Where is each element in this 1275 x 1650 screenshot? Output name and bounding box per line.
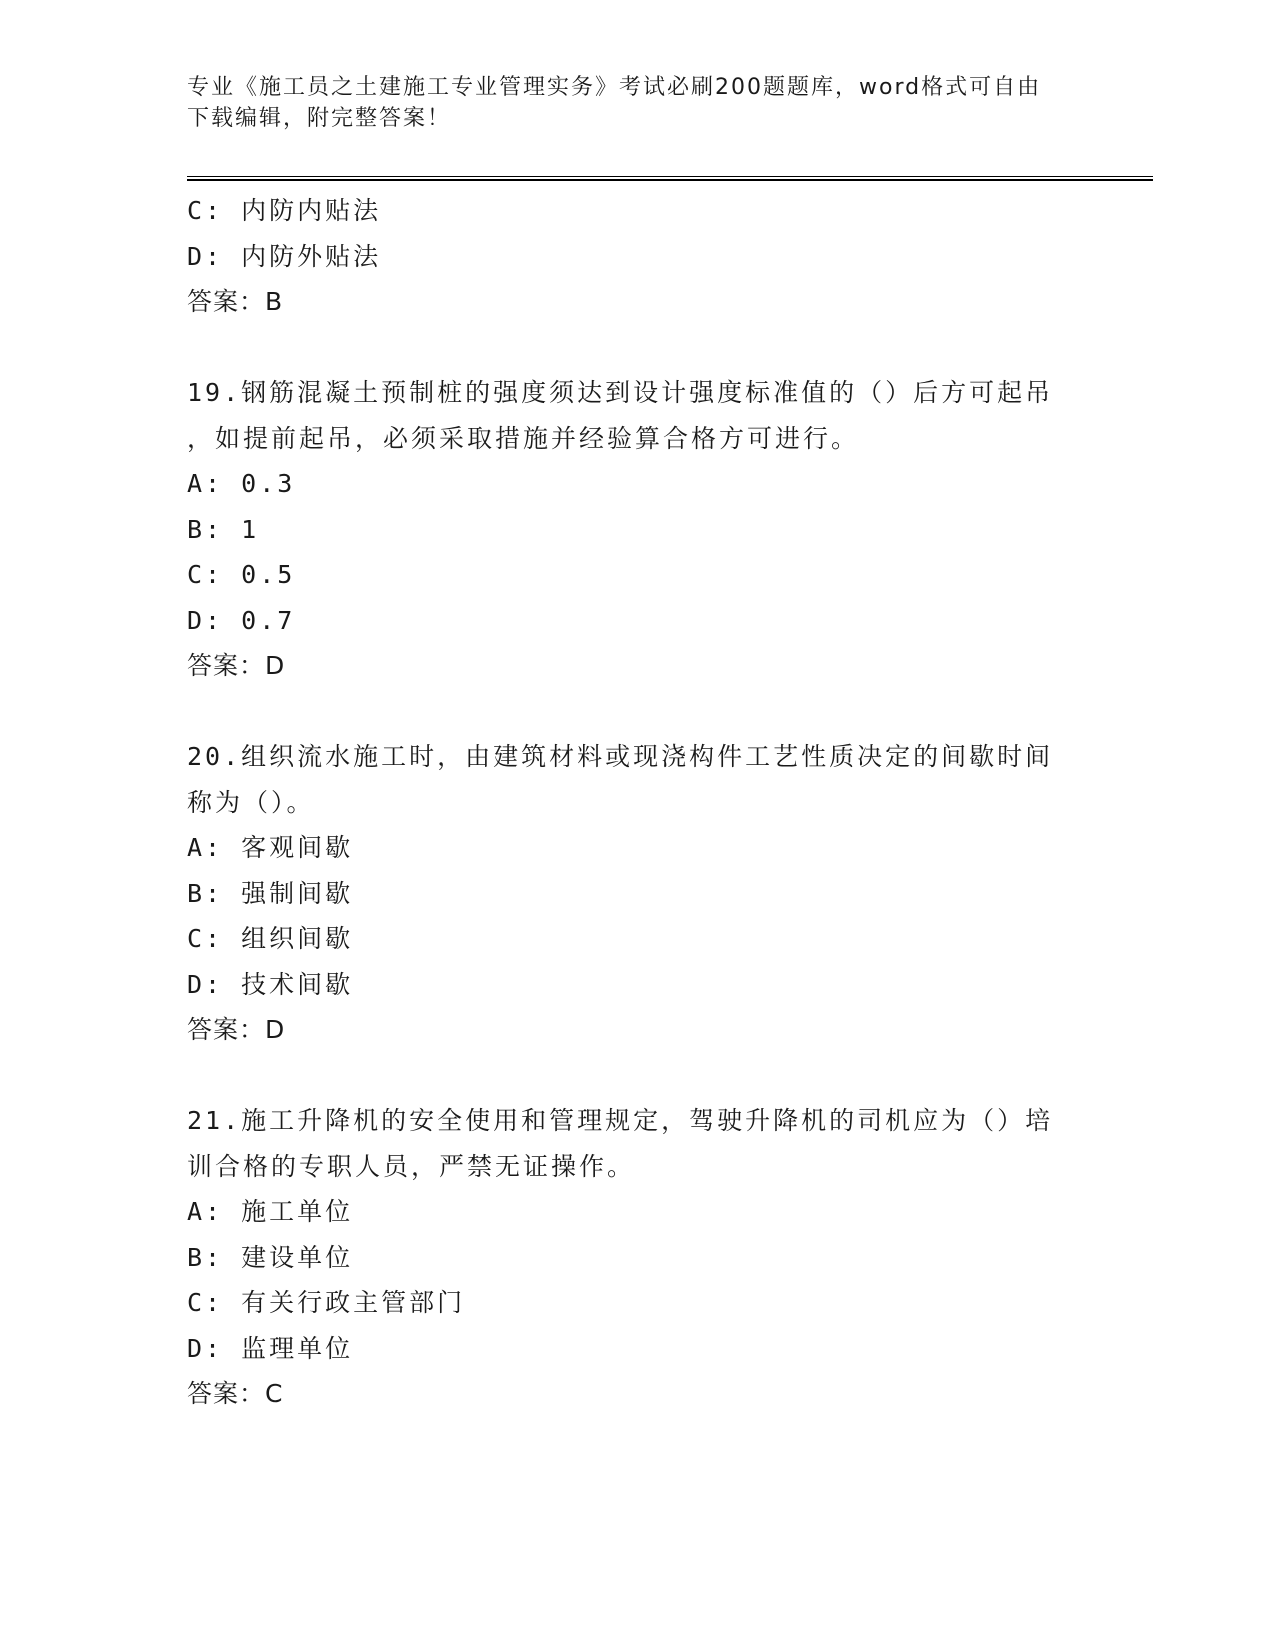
option-a	[187, 825, 1087, 871]
option-c	[187, 1280, 1087, 1326]
question-21	[187, 1098, 1087, 1417]
option-label: B:	[187, 514, 224, 544]
option-text: 0.3	[241, 469, 296, 498]
question-stem-line-2: ，如提前起吊，必须采取措施并经验算合格方可进行。	[187, 423, 860, 453]
option-text: 内防外贴法	[241, 241, 382, 271]
option-label: A:	[187, 469, 224, 498]
spacer	[187, 325, 1087, 371]
answer: 答案：D	[187, 1015, 286, 1044]
spacer	[187, 689, 1087, 735]
option-text: 0.7	[241, 605, 296, 635]
option-label: A:	[187, 1197, 224, 1226]
option-text: 组织间歇	[241, 924, 354, 953]
option-label: A:	[187, 833, 224, 862]
option-label: D:	[187, 1333, 224, 1363]
option-c	[187, 552, 1087, 598]
option-c	[187, 916, 1087, 962]
option-text: 强制间歇	[241, 878, 354, 908]
question-20	[187, 734, 1087, 1053]
option-label: D:	[187, 241, 224, 271]
document-header	[187, 72, 1067, 134]
header-line-2: 下载编辑，附完整答案！	[187, 106, 452, 131]
option-label: C:	[187, 196, 224, 225]
option-text: 建设单位	[241, 1242, 354, 1272]
option-text: 技术间歇	[241, 969, 354, 999]
question-stem-line-2: 称为（）。	[187, 787, 315, 817]
option-b	[187, 507, 1087, 553]
option-text: 客观间歇	[241, 833, 354, 862]
question-18-tail	[187, 188, 1087, 325]
option-text: 1	[241, 514, 260, 544]
option-label: C:	[187, 1288, 224, 1317]
answer: 答案：D	[187, 651, 286, 680]
option-label: D:	[187, 969, 224, 999]
option-text: 内防内贴法	[241, 196, 382, 225]
option-a	[187, 1189, 1087, 1235]
option-label: C:	[187, 924, 224, 953]
question-stem-line-1: 19.钢筋混凝土预制桩的强度须达到设计强度标准值的（）后方可起吊	[187, 378, 1054, 407]
question-stem-line-1: 20.组织流水施工时，由建筑材料或现浇构件工艺性质决定的间歇时间	[187, 742, 1054, 771]
answer: 答案：C	[187, 1379, 284, 1408]
header-divider	[187, 176, 1153, 181]
answer: 答案：B	[187, 287, 284, 316]
option-c	[187, 188, 1087, 234]
option-d	[187, 962, 1087, 1008]
question-stem-line-2: 训合格的专职人员，严禁无证操作。	[187, 1151, 636, 1181]
option-d	[187, 598, 1087, 644]
option-b	[187, 871, 1087, 917]
spacer	[187, 1053, 1087, 1099]
option-label: C:	[187, 560, 224, 589]
option-text: 监理单位	[241, 1333, 354, 1363]
question-19	[187, 370, 1087, 689]
question-list	[187, 188, 1087, 1417]
option-b	[187, 1235, 1087, 1281]
option-label: B:	[187, 878, 224, 908]
option-d	[187, 1326, 1087, 1372]
option-label: B:	[187, 1242, 224, 1272]
question-stem-line-1: 21.施工升降机的安全使用和管理规定，驾驶升降机的司机应为（）培	[187, 1106, 1054, 1135]
option-text: 0.5	[241, 560, 296, 589]
option-text: 施工单位	[241, 1197, 354, 1226]
option-text: 有关行政主管部门	[241, 1288, 466, 1317]
option-d	[187, 234, 1087, 280]
option-label: D:	[187, 605, 224, 635]
header-line-1: 专业《施工员之土建施工专业管理实务》考试必刷200题题库，word格式可自由	[187, 75, 1042, 100]
option-a	[187, 461, 1087, 507]
